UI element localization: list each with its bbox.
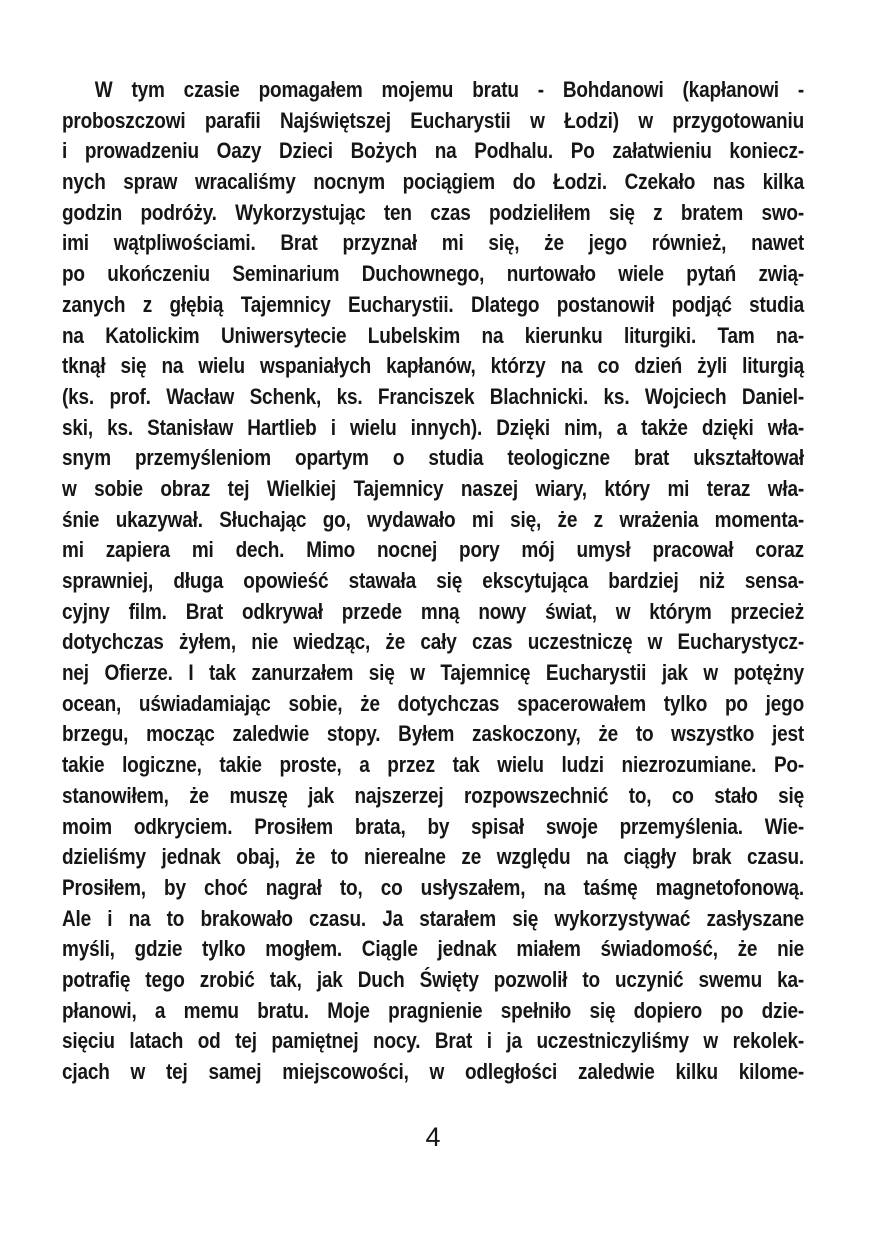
text-line: Ale i na to brakowało czasu. Ja starałem się wykorzystywać zasłyszane <box>62 905 805 931</box>
text-line: sięciu latach od tej pamiętnej nocy. Brat i ja uczestniczyliśmy w rekolek- <box>62 1028 805 1054</box>
text-line: godzin podróży. Wykorzystując ten czas podzieliłem się z bratem swo- <box>62 199 805 225</box>
text-line: moim odkryciem. Prosiłem brata, by spisał swoje przemyślenia. Wie- <box>62 813 805 839</box>
text-line: proboszczowi parafii Najświętszej Eucharystii w Łodzi) w przygotowaniu <box>62 107 805 133</box>
text-line: śnie ukazywał. Słuchając go, wydawało mi się, że z wrażenia momenta- <box>62 506 805 532</box>
text-line: sprawniej, długa opowieść stawała się ekscytująca bardziej niż sensa- <box>62 568 805 593</box>
text-line: w sobie obraz tej Wielkiej Tajemnicy naszej wiary, który mi teraz wła- <box>62 475 805 501</box>
text-line: dotychczas żyłem, nie wiedząc, że cały czas uczestniczę w Eucharystycz- <box>62 629 805 655</box>
text-line: (ks. prof. Wacław Schenk, ks. Franciszek Blachnicki. ks. Wojciech Daniel- <box>62 383 805 409</box>
text-line: po ukończeniu Seminarium Duchownego, nurtowało wiele pytań zwią- <box>62 261 805 287</box>
text-line: mi zapiera mi dech. Mimo nocnej pory mój umysł pracował coraz <box>62 537 805 563</box>
text-line: cyjny film. Brat odkrywał przede mną nowy świat, w którym przecież <box>62 598 805 624</box>
text-line: ocean, uświadamiając sobie, że dotychczas spacerowałem tylko po jego <box>62 690 805 716</box>
text-line: nych spraw wracaliśmy nocnym pociągiem do Łodzi. Czekało nas kilka <box>62 169 805 195</box>
text-line: snym przemyśleniom opartym o studia teologiczne brat ukształtował <box>62 445 805 471</box>
text-line: i prowadzeniu Oazy Dzieci Bożych na Podhalu. Po załatwieniu koniecz- <box>62 138 805 164</box>
text-line: ski, ks. Stanisław Hartlieb i wielu innych). Dzięki nim, a także dzięki wła- <box>62 414 805 440</box>
page-number: 4 <box>425 1122 441 1152</box>
text-line: imi wątpliwościami. Brat przyznał mi się, że jego również, nawet <box>62 230 805 256</box>
text-line: cjach w tej samej miejscowości, w odległości zaledwie kilku kilome- <box>62 1059 805 1084</box>
text-line: myśli, gdzie tylko mogłem. Ciągle jednak miałem świadomość, że nie <box>62 936 805 962</box>
text-line: dzieliśmy jednak obaj, że to nierealne ze względu na ciągły brak czasu. <box>62 844 805 870</box>
text-line: zanych z głębią Tajemnicy Eucharystii. Dlatego postanowił podjąć studia <box>62 291 805 317</box>
text-line: płanowi, a memu bratu. Moje pragnienie spełniło się dopiero po dzie- <box>62 997 805 1023</box>
text-line: tknął się na wielu wspaniałych kapłanów, którzy na co dzień żyli liturgią <box>62 353 805 379</box>
text-line: stanowiłem, że muszę jak najszerzej rozpowszechnić to, co stało się <box>62 782 805 808</box>
text-line: nej Ofierze. I tak zanurzałem się w Tajemnicę Eucharystii jak w potężny <box>62 660 805 686</box>
text-line: brzegu, mocząc zaledwie stopy. Byłem zaskoczony, że to wszystko jest <box>62 721 805 747</box>
text-line: potrafię tego zrobić tak, jak Duch Święty pozwolił to uczynić swemu ka- <box>62 966 805 992</box>
text-line: na Katolickim Uniwersytecie Lubelskim na kierunku liturgiki. Tam na- <box>62 322 805 348</box>
body-text <box>62 75 804 1088</box>
text-line: Prosiłem, by choć nagrał to, co usłyszałem, na taśmę magnetofonową. <box>62 874 805 900</box>
text-line: takie logiczne, takie proste, a przez tak wielu ludzi niezrozumiane. Po- <box>62 752 805 778</box>
text-line: W tym czasie pomagałem mojemu bratu - Bohdanowi (kapłanowi - <box>94 77 805 102</box>
